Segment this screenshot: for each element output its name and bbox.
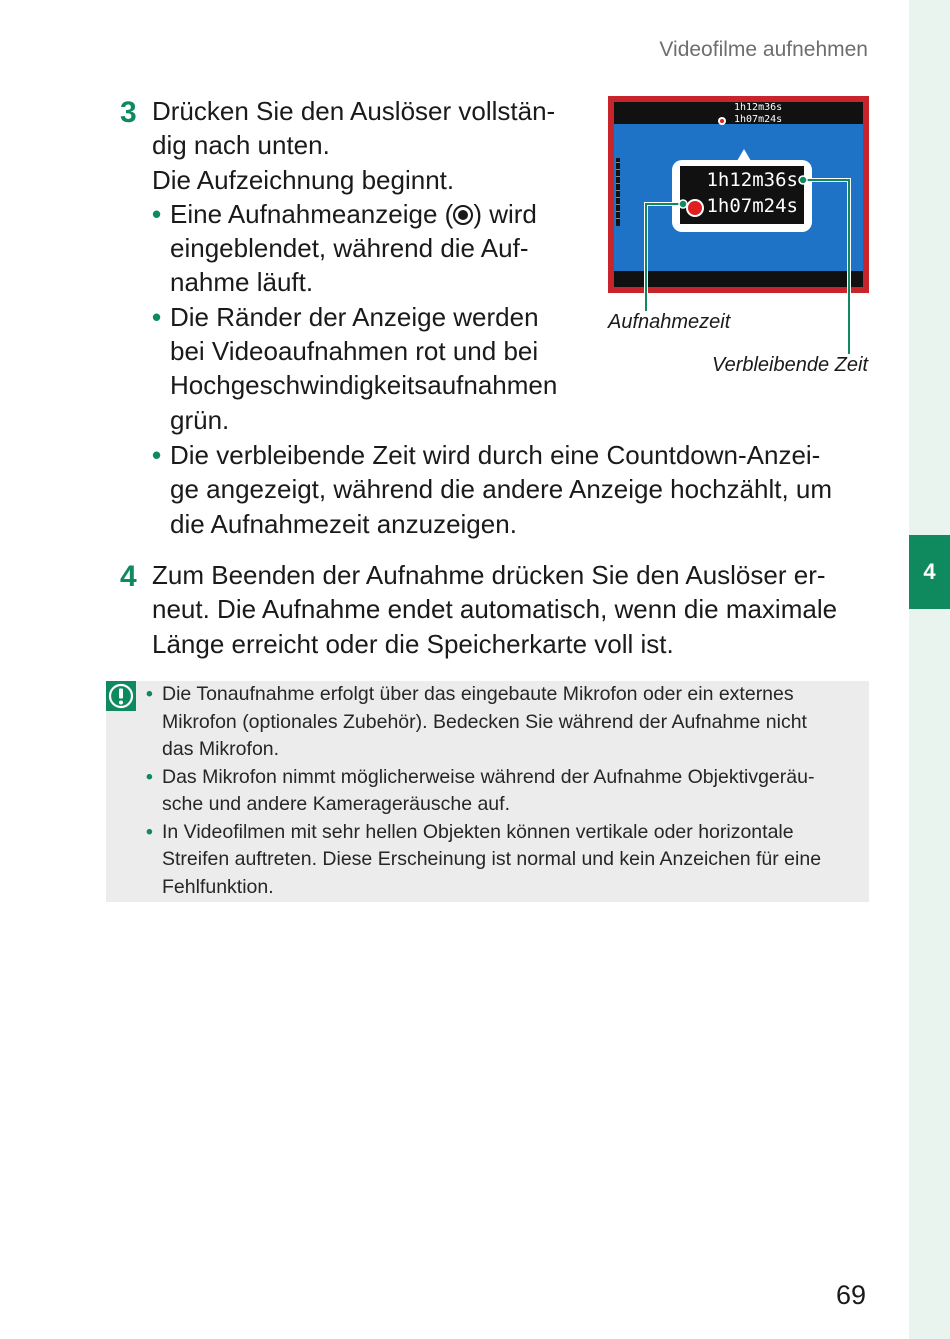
running-header: Videofilme aufnehmen [659,38,868,61]
note-item: • Die Tonaufnahme erfolgt über das eingebaute Mikrofon oder ein externes Mikrofon (optionales Zubehör). Bedecken Sie während der Aufnahme nicht das Mikrofon. [146,683,807,760]
zoom-remaining-time: 1h12m36s [706,169,798,191]
zoom-recording-time: 1h07m24s [706,195,798,217]
bullet-1-text-pre: Eine Aufnahmeanzeige ( [170,198,454,229]
note-item: • In Videofilmen mit sehr hellen Objekten können vertikale oder horizontale Streifen auftreten. Diese Erscheinung ist normal und kein Anzeichen für eine Fehlfunktion. [146,820,822,898]
caution-icon [106,681,136,711]
bullet-3-line: Die verbleibende Zeit wird durch eine Countdown-Anzei- [170,440,821,470]
page-number: 69 [836,1280,867,1310]
camera-recording-time-small: 1h07m24s [734,114,783,125]
callout-dot-remaining [799,176,807,184]
bullet-2-line: bei Videoaufnahmen rot und bei [170,336,539,367]
caution-note-list [146,681,862,901]
label-remaining-time: Verbleibende Zeit [711,354,868,376]
callout-line-recording [646,204,683,311]
bullet-2-line: Die Ränder der Anzeige werden [170,301,539,332]
step-4-number: 4 [120,560,137,593]
step-3-line: dig nach unten. [152,130,330,161]
callout-line-remaining [803,180,849,354]
step-4-line: Zum Beenden der Aufnahme drücken Sie den Auslöser er- [152,560,826,590]
step-3-line: Drücken Sie den Auslöser vollstän- [152,96,556,126]
bullet-dot: • [152,440,162,470]
bullet-3-line: ge angezeigt, während die andere Anzeige hochzählt, um [170,474,833,505]
chapter-tab-label: 4 [923,559,936,584]
step-4-text [152,558,872,661]
bullet-2-line: grün. [170,404,230,435]
step-3-number: 3 [120,96,137,129]
label-recording-time: Aufnahmezeit [608,311,731,333]
bullet-2-line: Hochgeschwindigkeitsaufnahmen [170,370,558,401]
bullet-3-line: die Aufnahmezeit anzuzeigen. [170,508,517,539]
callout-line-recording [646,204,683,311]
step-3-line: Die Aufzeichnung beginnt. [152,164,455,195]
callout-dot-recording [679,200,687,208]
note-item: • Das Mikrofon nimmt möglicherweise während der Aufnahme Objektivgeräu- sche und andere Kamerageräusche auf. [146,765,815,815]
bullet-1-line: nahme läuft. [170,267,314,298]
bullet-1-text-post: ) wird [473,198,537,229]
step-4-line: Länge erreicht oder die Speicherkarte voll ist. [152,628,674,659]
bullet-dot: • [152,198,162,229]
bullet-1-line: eingeblendet, während die Auf- [170,233,529,264]
bullet-dot: • [152,301,162,332]
callout-line-remaining [803,180,849,354]
step-4-line: neut. Die Aufnahme endet automatisch, wenn die maximale [152,594,838,625]
camera-remaining-time-small: 1h12m36s [734,102,783,113]
